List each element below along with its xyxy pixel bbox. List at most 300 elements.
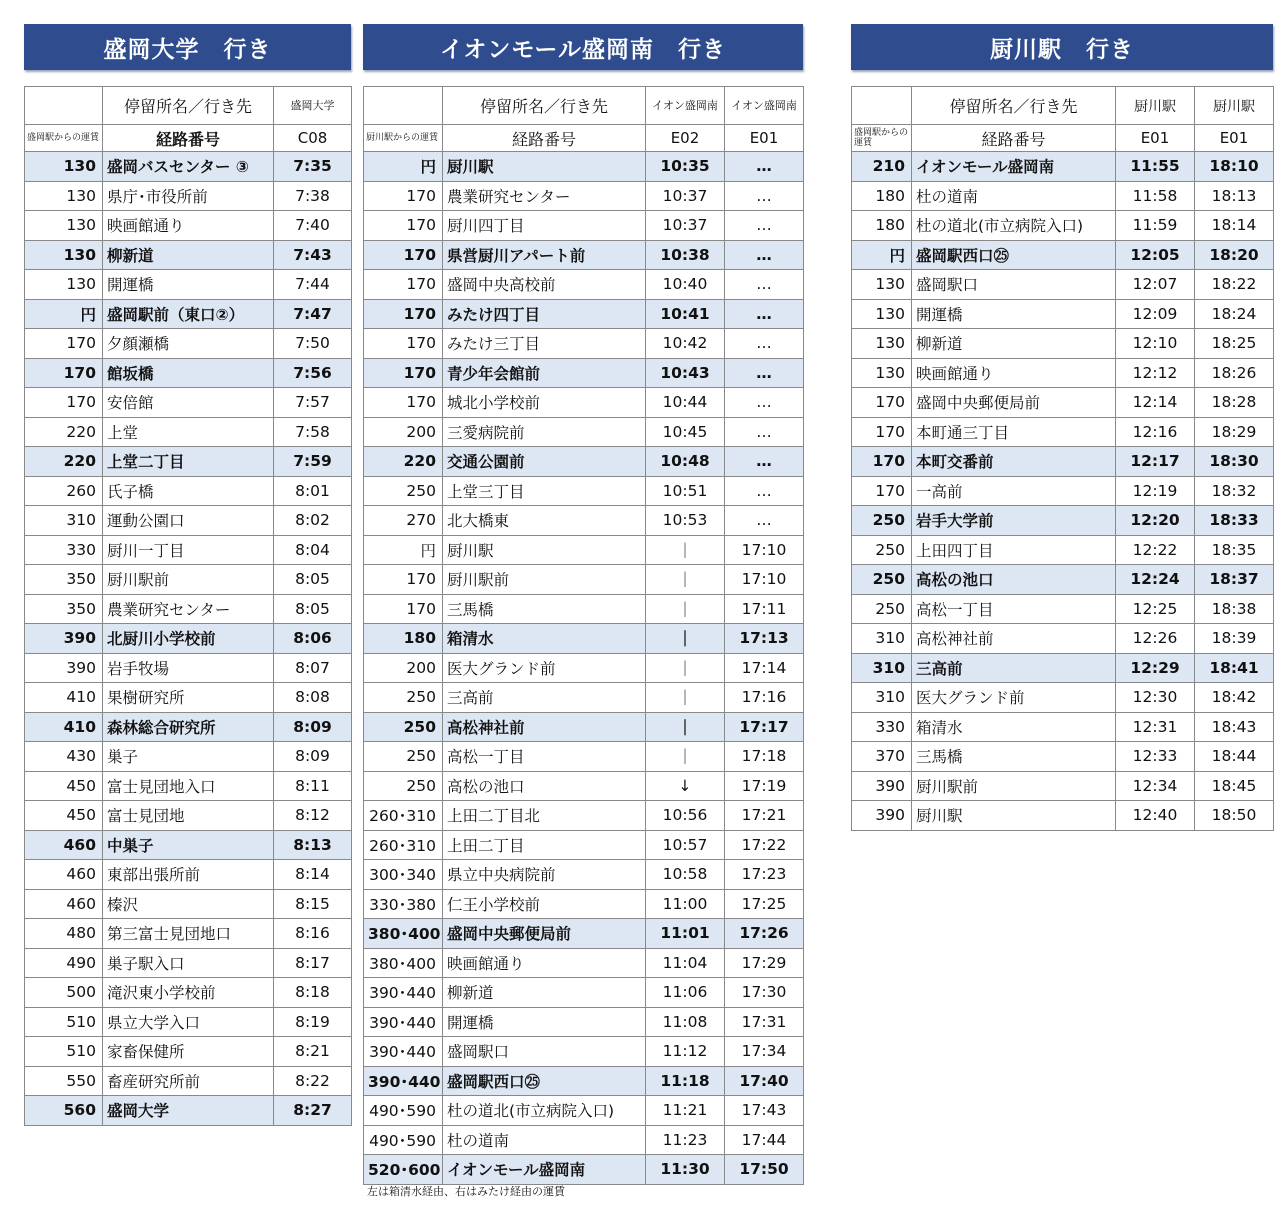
fare-cell: 180 <box>364 624 443 654</box>
stop-name: 岩手牧場 <box>103 653 274 683</box>
table-row <box>364 801 804 831</box>
fare-cell: 510 <box>25 1007 103 1037</box>
stop-name: 農業研究センター <box>103 594 274 624</box>
stop-name: 盛岡バスセンター ③ <box>103 152 274 182</box>
departure-time: 12:29 <box>1116 653 1195 683</box>
fare-cell: 250 <box>852 594 912 624</box>
table-row <box>364 1155 804 1185</box>
panel-aeon-mall <box>363 24 803 1185</box>
departure-time: 12:31 <box>1116 712 1195 742</box>
table-row <box>364 1037 804 1067</box>
stop-name: 県立中央病院前 <box>443 860 646 890</box>
stop-name: 三高前 <box>912 653 1116 683</box>
stop-name: 箱清水 <box>443 624 646 654</box>
stop-name: 盛岡中央高校前 <box>443 270 646 300</box>
stop-name: 開運橋 <box>103 270 274 300</box>
fare-cell: 250 <box>852 535 912 565</box>
departure-time: 7:35 <box>274 152 352 182</box>
fare-cell: 170 <box>364 299 443 329</box>
stop-name: 開運橋 <box>912 299 1116 329</box>
fare-cell: 250 <box>364 771 443 801</box>
stop-name: 畜産研究所前 <box>103 1066 274 1096</box>
panel-morioka-univ <box>24 24 351 1126</box>
departure-time: 17:19 <box>725 771 804 801</box>
departure-time: 18:39 <box>1195 624 1274 654</box>
table-row <box>852 329 1274 359</box>
fare-cell: 450 <box>25 771 103 801</box>
departure-time: 8:01 <box>274 476 352 506</box>
stop-name: 盛岡駅口 <box>443 1037 646 1067</box>
stop-name: 交通公園前 <box>443 447 646 477</box>
stop-name: 家畜保健所 <box>103 1037 274 1067</box>
fare-cell: 170 <box>364 388 443 418</box>
table-row <box>364 771 804 801</box>
table-row <box>852 388 1274 418</box>
departure-time: 17:29 <box>725 948 804 978</box>
stop-name: 柳新道 <box>443 978 646 1008</box>
panel-title: 厨川駅 行き <box>851 24 1273 70</box>
fare-cell: 390 <box>852 771 912 801</box>
table-row <box>25 742 352 772</box>
fare-cell: 250 <box>364 476 443 506</box>
departure-time: 18:44 <box>1195 742 1274 772</box>
fare-cell: 390･440 <box>364 978 443 1008</box>
fare-cell: 220 <box>25 417 103 447</box>
stop-name: 中巣子 <box>103 830 274 860</box>
departure-time: 8:18 <box>274 978 352 1008</box>
stop-name: 箱清水 <box>912 712 1116 742</box>
departure-time: ｜ <box>646 624 725 654</box>
departure-time: 18:14 <box>1195 211 1274 241</box>
departure-time: 11:21 <box>646 1096 725 1126</box>
departure-time: 7:59 <box>274 447 352 477</box>
stop-name: 第三富士見団地口 <box>103 919 274 949</box>
departure-time: 7:40 <box>274 211 352 241</box>
departure-time: … <box>725 299 804 329</box>
fare-cell: 330･380 <box>364 889 443 919</box>
departure-time: 11:55 <box>1116 152 1195 182</box>
departure-time: 11:30 <box>646 1155 725 1185</box>
table-row <box>364 270 804 300</box>
fare-cell: 260･310 <box>364 830 443 860</box>
departure-time: 17:18 <box>725 742 804 772</box>
stop-name: 厨川駅 <box>443 152 646 182</box>
table-row <box>25 1096 352 1126</box>
departure-time: 17:44 <box>725 1125 804 1155</box>
fare-cell: 410 <box>25 683 103 713</box>
fare-cell: 170 <box>852 447 912 477</box>
departure-time: 10:43 <box>646 358 725 388</box>
stop-name: 杜の道南 <box>912 181 1116 211</box>
stop-name: 盛岡中央郵便局前 <box>912 388 1116 418</box>
table-row <box>25 388 352 418</box>
departure-time: 10:53 <box>646 506 725 536</box>
departure-time: 18:29 <box>1195 417 1274 447</box>
stop-name: 城北小学校前 <box>443 388 646 418</box>
fare-cell: 450 <box>25 801 103 831</box>
departure-time: 7:50 <box>274 329 352 359</box>
departure-time: ｜ <box>646 535 725 565</box>
departure-time: 18:28 <box>1195 388 1274 418</box>
departure-time: 17:21 <box>725 801 804 831</box>
table-row <box>364 152 804 182</box>
fare-cell: 500 <box>25 978 103 1008</box>
stop-name: 上堂 <box>103 417 274 447</box>
stop-header: 停留所名／行き先 <box>103 87 274 125</box>
table-row <box>852 771 1274 801</box>
stop-name: 榛沢 <box>103 889 274 919</box>
fare-cell: 460 <box>25 860 103 890</box>
departure-time: 10:41 <box>646 299 725 329</box>
timetable <box>363 86 804 1185</box>
fare-cell: 490 <box>25 948 103 978</box>
fare-cell: 370 <box>852 742 912 772</box>
table-row <box>25 240 352 270</box>
stop-name: 岩手大学前 <box>912 506 1116 536</box>
table-row <box>25 1037 352 1067</box>
table-row <box>852 683 1274 713</box>
stop-name: 農業研究センター <box>443 181 646 211</box>
departure-time: 18:22 <box>1195 270 1274 300</box>
departure-time: 18:24 <box>1195 299 1274 329</box>
departure-time: 8:07 <box>274 653 352 683</box>
departure-time: 12:33 <box>1116 742 1195 772</box>
stop-name: 高松神社前 <box>912 624 1116 654</box>
departure-time: 8:19 <box>274 1007 352 1037</box>
route-header: 経路番号 <box>443 125 646 152</box>
fare-cell: 円 <box>852 240 912 270</box>
stop-name: 高松神社前 <box>443 712 646 742</box>
dest-header: 厨川駅 <box>1116 87 1195 125</box>
stop-name: 氏子橋 <box>103 476 274 506</box>
stop-name: 上田二丁目北 <box>443 801 646 831</box>
table-row <box>364 594 804 624</box>
stop-name: 県立大学入口 <box>103 1007 274 1037</box>
fare-cell: 390･440 <box>364 1037 443 1067</box>
stop-header: 停留所名／行き先 <box>912 87 1116 125</box>
fare-cell: 180 <box>852 181 912 211</box>
table-row <box>25 919 352 949</box>
departure-time: 17:34 <box>725 1037 804 1067</box>
route-header: 経路番号 <box>912 125 1116 152</box>
stop-name: 夕顔瀬橋 <box>103 329 274 359</box>
fare-cell: 220 <box>364 447 443 477</box>
table-row <box>25 565 352 595</box>
fare-cell: 170 <box>25 358 103 388</box>
fare-cell: 480 <box>25 919 103 949</box>
stop-name: 富士見団地入口 <box>103 771 274 801</box>
stop-name: イオンモール盛岡南 <box>912 152 1116 182</box>
stop-name: 開運橋 <box>443 1007 646 1037</box>
departure-time: 17:10 <box>725 565 804 595</box>
table-row <box>852 211 1274 241</box>
panel-title: 盛岡大学 行き <box>24 24 351 70</box>
departure-time: 17:31 <box>725 1007 804 1037</box>
stop-name: 厨川駅 <box>443 535 646 565</box>
stop-name: 本町交番前 <box>912 447 1116 477</box>
stop-name: 三愛病院前 <box>443 417 646 447</box>
stop-name: 厨川駅前 <box>443 565 646 595</box>
fare-cell: 180 <box>852 211 912 241</box>
departure-time: 12:25 <box>1116 594 1195 624</box>
table-row <box>364 329 804 359</box>
departure-time: 10:37 <box>646 211 725 241</box>
fare-cell: 170 <box>364 211 443 241</box>
departure-time: 18:30 <box>1195 447 1274 477</box>
timetable <box>24 86 352 1126</box>
route-code: E02 <box>646 125 725 152</box>
fare-cell: 130 <box>852 358 912 388</box>
fare-cell: 円 <box>25 299 103 329</box>
departure-time: 18:41 <box>1195 653 1274 683</box>
fare-cell: 390 <box>852 801 912 831</box>
departure-time: 7:58 <box>274 417 352 447</box>
stop-name: みたけ三丁目 <box>443 329 646 359</box>
table-row <box>25 830 352 860</box>
departure-time: 17:10 <box>725 535 804 565</box>
departure-time: 8:17 <box>274 948 352 978</box>
fare-cell: 300･340 <box>364 860 443 890</box>
departure-time: 11:08 <box>646 1007 725 1037</box>
departure-time: 12:07 <box>1116 270 1195 300</box>
fare-cell: 460 <box>25 889 103 919</box>
fare-cell: 170 <box>364 270 443 300</box>
departure-time: … <box>725 152 804 182</box>
departure-time: 12:20 <box>1116 506 1195 536</box>
stop-name: 盛岡中央郵便局前 <box>443 919 646 949</box>
departure-time: 10:57 <box>646 830 725 860</box>
departure-time: 12:17 <box>1116 447 1195 477</box>
fare-cell: 310 <box>852 653 912 683</box>
fare-cell: 250 <box>364 683 443 713</box>
departure-time: 12:26 <box>1116 624 1195 654</box>
departure-time: 7:57 <box>274 388 352 418</box>
table-row <box>852 742 1274 772</box>
table-row <box>364 1096 804 1126</box>
table-row <box>25 270 352 300</box>
departure-time: 17:40 <box>725 1066 804 1096</box>
table-row <box>364 211 804 241</box>
fare-cell: 130 <box>25 211 103 241</box>
departure-time: … <box>725 211 804 241</box>
stop-name: 厨川駅前 <box>103 565 274 595</box>
departure-time: 17:43 <box>725 1096 804 1126</box>
fare-cell: 220 <box>25 447 103 477</box>
fare-cell: 130 <box>25 152 103 182</box>
fare-cell: 170 <box>364 240 443 270</box>
stop-name: 柳新道 <box>103 240 274 270</box>
table-row <box>25 860 352 890</box>
stop-name: 盛岡大学 <box>103 1096 274 1126</box>
departure-time: 11:06 <box>646 978 725 1008</box>
stop-name: 上田四丁目 <box>912 535 1116 565</box>
fare-cell: 490･590 <box>364 1096 443 1126</box>
route-code: E01 <box>725 125 804 152</box>
stop-name: 三馬橋 <box>912 742 1116 772</box>
table-row <box>852 565 1274 595</box>
stop-name: 三高前 <box>443 683 646 713</box>
table-row <box>364 299 804 329</box>
fare-cell: 170 <box>852 388 912 418</box>
stop-name: 三馬橋 <box>443 594 646 624</box>
fare-cell: 350 <box>25 565 103 595</box>
stop-name: みたけ四丁目 <box>443 299 646 329</box>
table-row <box>852 506 1274 536</box>
table-row <box>364 535 804 565</box>
departure-time: 17:16 <box>725 683 804 713</box>
departure-time: 8:11 <box>274 771 352 801</box>
stop-name: 森林総合研究所 <box>103 712 274 742</box>
departure-time: 7:47 <box>274 299 352 329</box>
dest-header: イオン盛岡南 <box>725 87 804 125</box>
panel-title: イオンモール盛岡南 行き <box>363 24 803 70</box>
table-row <box>25 771 352 801</box>
departure-time: 10:40 <box>646 270 725 300</box>
fare-cell: 170 <box>25 329 103 359</box>
stop-name: 医大グランド前 <box>443 653 646 683</box>
departure-time: 10:42 <box>646 329 725 359</box>
departure-time: 17:23 <box>725 860 804 890</box>
departure-time: 17:30 <box>725 978 804 1008</box>
fare-cell: 170 <box>852 417 912 447</box>
fare-cell: 250 <box>364 742 443 772</box>
departure-time: 7:56 <box>274 358 352 388</box>
fare-cell: 550 <box>25 1066 103 1096</box>
stop-name: 北大橋東 <box>443 506 646 536</box>
departure-time: 7:38 <box>274 181 352 211</box>
fare-cell: 250 <box>852 565 912 595</box>
departure-time: 17:25 <box>725 889 804 919</box>
stop-name: 厨川一丁目 <box>103 535 274 565</box>
table-row <box>852 624 1274 654</box>
table-row <box>25 299 352 329</box>
departure-time: 17:22 <box>725 830 804 860</box>
fare-cell: 円 <box>364 535 443 565</box>
fare-cell: 130 <box>25 240 103 270</box>
table-row <box>852 240 1274 270</box>
departure-time: … <box>725 329 804 359</box>
fare-cell: 380･400 <box>364 919 443 949</box>
timetable <box>851 86 1274 831</box>
table-row <box>25 476 352 506</box>
table-row <box>364 683 804 713</box>
table-row <box>852 653 1274 683</box>
departure-time: ｜ <box>646 712 725 742</box>
fare-cell: 200 <box>364 653 443 683</box>
stop-name: 高松の池口 <box>443 771 646 801</box>
table-row <box>25 358 352 388</box>
stop-name: 県営厨川アパート前 <box>443 240 646 270</box>
departure-time: 12:34 <box>1116 771 1195 801</box>
stop-name: 厨川駅 <box>912 801 1116 831</box>
table-row <box>364 624 804 654</box>
fare-cell: 130 <box>852 299 912 329</box>
fare-cell: 390 <box>25 653 103 683</box>
departure-time: 8:13 <box>274 830 352 860</box>
departure-time: 10:58 <box>646 860 725 890</box>
table-row <box>364 978 804 1008</box>
departure-time: … <box>725 476 804 506</box>
departure-time: 8:08 <box>274 683 352 713</box>
stop-name: 館坂橋 <box>103 358 274 388</box>
departure-time: ｜ <box>646 683 725 713</box>
table-row <box>25 181 352 211</box>
table-row <box>25 978 352 1008</box>
table-row <box>364 565 804 595</box>
departure-time: 12:05 <box>1116 240 1195 270</box>
departure-time: 8:05 <box>274 565 352 595</box>
fare-cell: 130 <box>852 329 912 359</box>
fare-cell: 円 <box>364 152 443 182</box>
stop-name: 上堂二丁目 <box>103 447 274 477</box>
departure-time: 8:14 <box>274 860 352 890</box>
table-row <box>25 624 352 654</box>
table-row <box>852 594 1274 624</box>
dest-header: 盛岡大学 <box>274 87 352 125</box>
fare-cell: 510 <box>25 1037 103 1067</box>
table-row <box>25 506 352 536</box>
departure-time: 18:26 <box>1195 358 1274 388</box>
stop-name: 県庁･市役所前 <box>103 181 274 211</box>
table-row <box>25 801 352 831</box>
table-row <box>25 594 352 624</box>
fare-header: 盛岡駅からの運賃 <box>852 125 912 152</box>
fare-cell: 130 <box>852 270 912 300</box>
route-header: 経路番号 <box>103 125 274 152</box>
table-row <box>25 329 352 359</box>
table-row <box>852 270 1274 300</box>
departure-time: 18:37 <box>1195 565 1274 595</box>
departure-time: 18:35 <box>1195 535 1274 565</box>
departure-time: 18:38 <box>1195 594 1274 624</box>
stop-name: 杜の道北(市立病院入口) <box>443 1096 646 1126</box>
departure-time: 12:24 <box>1116 565 1195 595</box>
dest-header: イオン盛岡南 <box>646 87 725 125</box>
stop-name: 柳新道 <box>912 329 1116 359</box>
dest-header: 厨川駅 <box>1195 87 1274 125</box>
fare-cell: 130 <box>25 181 103 211</box>
stop-name: 盛岡駅西口㉕ <box>912 240 1116 270</box>
route-code: E01 <box>1195 125 1274 152</box>
table-row <box>364 919 804 949</box>
departure-time: 8:21 <box>274 1037 352 1067</box>
departure-time: 18:43 <box>1195 712 1274 742</box>
fare-cell: 330 <box>25 535 103 565</box>
departure-time: 12:22 <box>1116 535 1195 565</box>
fare-cell: 410 <box>25 712 103 742</box>
departure-time: 11:58 <box>1116 181 1195 211</box>
table-row <box>364 358 804 388</box>
table-row <box>364 506 804 536</box>
departure-time: 8:09 <box>274 742 352 772</box>
departure-time: … <box>725 417 804 447</box>
departure-time: 18:13 <box>1195 181 1274 211</box>
departure-time: 8:16 <box>274 919 352 949</box>
departure-time: … <box>725 447 804 477</box>
table-row <box>364 417 804 447</box>
panel-kuriyagawa-station <box>851 24 1273 831</box>
table-row <box>25 683 352 713</box>
fare-cell: 350 <box>25 594 103 624</box>
fare-cell: 260 <box>25 476 103 506</box>
stop-name: 本町通三丁目 <box>912 417 1116 447</box>
departure-time: 11:59 <box>1116 211 1195 241</box>
departure-time: ｜ <box>646 653 725 683</box>
departure-time: … <box>725 240 804 270</box>
departure-time: 11:01 <box>646 919 725 949</box>
fare-cell: 310 <box>852 683 912 713</box>
stop-name: 滝沢東小学校前 <box>103 978 274 1008</box>
